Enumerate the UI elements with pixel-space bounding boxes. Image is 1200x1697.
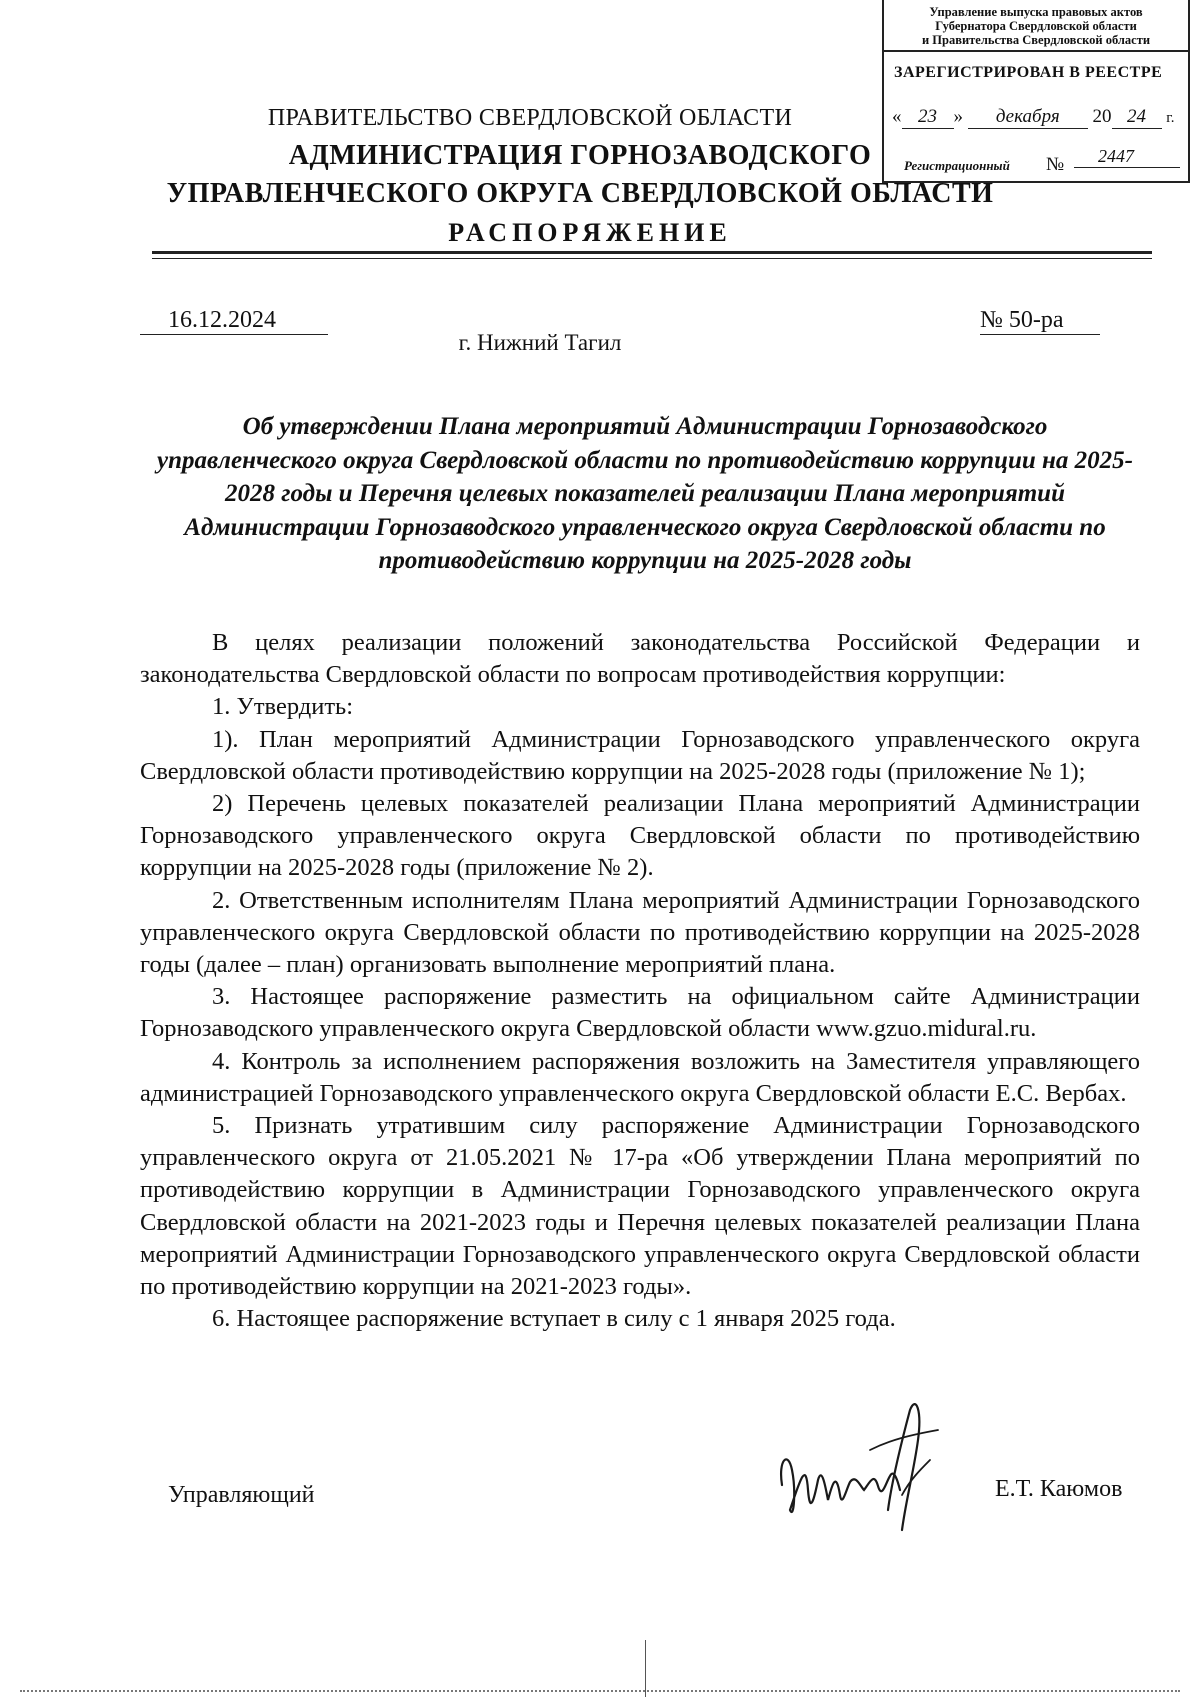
stamp-reg-sign: №	[1046, 154, 1065, 175]
body-paragraph: 5. Признать утратившим силу распоряжение Администрации Горнозаводского управленческого округа от 21.05.2021 № 17-ра «Об утверждении Плана мероприятий по противодействию коррупции в Администрации Горнозаводского управленческого округа Свердловской области на 2021-2023 годы и Перечня целевых показателей реализации Плана мероприятий Администрации Горнозаводского управленческого округа Свердловской области по противодействию коррупции на 2021-2023 годы».	[140, 1112, 1140, 1301]
body-paragraph: В целях реализации положений законодательства Российской Федерации и законодательства Свердловской области по вопросам противодействия коррупции:	[140, 629, 1140, 689]
stamp-dept-line1: Управление выпуска правовых актов	[929, 5, 1143, 19]
document-title: Об утверждении Плана мероприятий Администрации Горнозаводского управленческого округа Свердловской области по противодействию коррупции на 2025-2028 годы и Перечня целевых показателей реализации Плана мероприятий Администрации Горнозаводского управленческого округа Свердловской области по противодействию коррупции на 2025-2028 годы	[156, 413, 1134, 574]
stamp-date-open: «	[892, 106, 902, 127]
stamp-year-mark: г.	[1166, 110, 1175, 126]
signatory-name: Е.Т. Каюмов	[995, 1476, 1123, 1502]
body-paragraph: 1. Утвердить:	[212, 693, 354, 721]
document-number-value: № 50-ра	[980, 307, 1100, 335]
document-city: г. Нижний Тагил	[458, 330, 622, 355]
government-heading: ПРАВИТЕЛЬСТВО СВЕРДЛОВСКОЙ ОБЛАСТИ	[267, 105, 793, 131]
handwritten-signature	[770, 1390, 950, 1540]
stamp-day: 23	[902, 106, 954, 129]
administration-heading-line1: АДМИНИСТРАЦИЯ ГОРНОЗАВОДСКОГО	[288, 140, 872, 171]
stamp-header	[884, 0, 1188, 52]
stamp-year-prefix: 20	[1092, 106, 1112, 127]
stamp-dept-line3: и Правительства Свердловской области	[921, 33, 1151, 47]
body-paragraph: 3. Настоящее распоряжение разместить на официальном сайте Администрации Горнозаводского управленческого округа Свердловской области www.gzuo.midural.ru.	[140, 983, 1140, 1043]
stamp-year-suffix: 24	[1112, 106, 1162, 129]
body-paragraph: 2) Перечень целевых показателей реализации Плана мероприятий Администрации Горнозаводского управленческого округа Свердловской области по противодействию коррупции на 2025-2028 годы (приложение № 2).	[140, 790, 1140, 882]
stamp-month: декабря	[968, 106, 1088, 129]
body-paragraph: 4. Контроль за исполнением распоряжения возложить на Заместителя управляющего администрацией Горнозаводского управленческого округа Свердловской области Е.С. Вербах.	[140, 1047, 1140, 1107]
scan-fold-line	[645, 1640, 646, 1697]
body-paragraph: 1). План мероприятий Администрации Горнозаводского управленческого округа Свердловской области противодействию коррупции на 2025-2028 годы (приложение № 1);	[140, 725, 1140, 785]
header-rule-thick	[152, 251, 1152, 254]
signatory-role: Управляющий	[168, 1482, 315, 1508]
document-date-value: 16.12.2024	[140, 307, 328, 335]
header-rule-thin	[152, 258, 1152, 259]
stamp-reg-label: Регистрационный	[904, 158, 1010, 173]
stamp-registered-label: ЗАРЕГИСТРИРОВАН В РЕЕСТРЕ	[894, 64, 1163, 81]
body-paragraph: 6. Настоящее распоряжение вступает в силу с 1 января 2025 года.	[212, 1305, 896, 1333]
document-body	[140, 627, 1140, 1335]
scan-bottom-artifact	[20, 1690, 1180, 1692]
stamp-reg-number: 2447	[1074, 146, 1180, 168]
administration-heading-line2: УПРАВЛЕНЧЕСКОГО ОКРУГА СВЕРДЛОВСКОЙ ОБЛАСТИ	[166, 178, 994, 209]
stamp-date-close: »	[953, 106, 963, 127]
document-type: РАСПОРЯЖЕНИЕ	[448, 218, 732, 247]
stamp-dept-line2: Губернатора Свердловской области	[935, 19, 1137, 33]
body-paragraph: 2. Ответственным исполнителям Плана мероприятий Администрации Горнозаводского управленческого округа Свердловской области по противодействию коррупции на 2025-2028 годы (далее – план) организовать выполнение мероприятий плана.	[140, 886, 1140, 979]
